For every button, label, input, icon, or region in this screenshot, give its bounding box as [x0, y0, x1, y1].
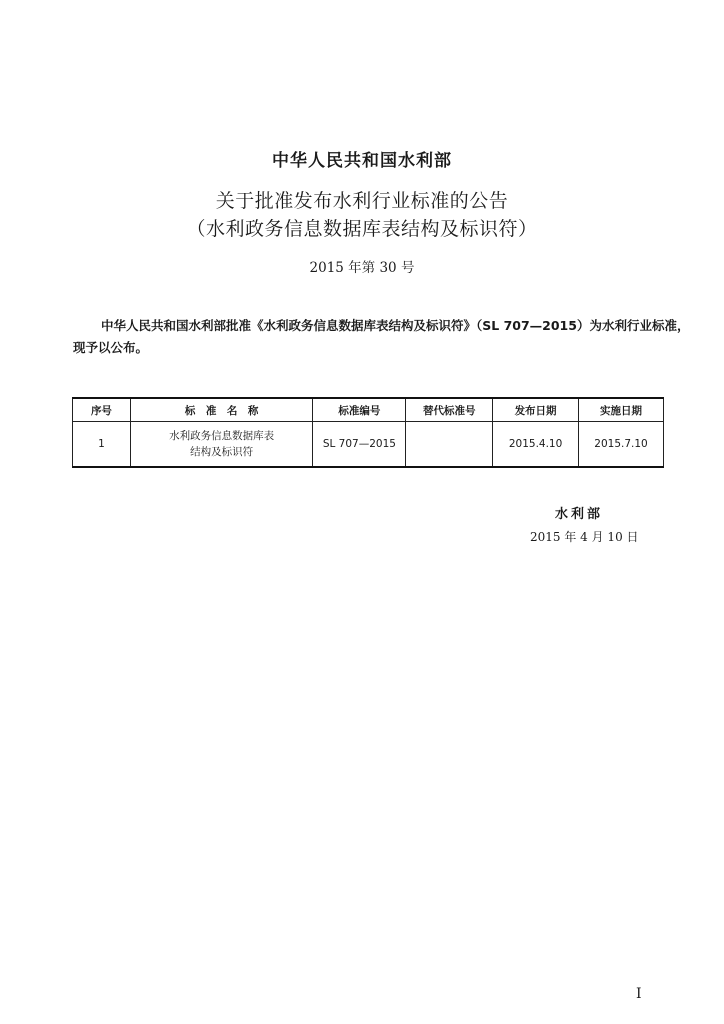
cell-replaces — [406, 422, 493, 468]
cell-publish-date: 2015.4.10 — [493, 422, 579, 468]
cell-std-no: SL 707—2015 — [313, 422, 406, 468]
page-number: I — [636, 986, 642, 1002]
cell-name — [130, 422, 313, 468]
header-publish-date: 发布日期 — [493, 398, 579, 422]
title-line-2: （水利政务信息数据库表结构及标识符） — [186, 218, 538, 240]
announcement-paragraph: 中华人民共和国水利部批准《水利政务信息数据库表结构及标识符》（SL 707—2015）为水利行业标准，现予以公布。 — [73, 318, 690, 355]
standards-table — [72, 397, 664, 468]
title-line-1: 关于批准发布水利行业标准的公告 — [215, 190, 509, 212]
header-replaces: 替代标准号 — [406, 398, 493, 422]
cell-effective-date: 2015.7.10 — [579, 422, 664, 468]
header-seq: 序号 — [73, 398, 131, 422]
table-row — [73, 422, 664, 468]
signature-org: 水利部 — [555, 507, 604, 522]
issuer-heading: 中华人民共和国水利部 — [272, 151, 452, 171]
header-effective-date: 实施日期 — [579, 398, 664, 422]
table-header-row — [73, 398, 664, 422]
document-number: 2015 年第 30 号 — [309, 260, 415, 276]
header-std-no: 标准编号 — [313, 398, 406, 422]
header-name: 标 准 名 称 — [130, 398, 313, 422]
cell-name-line1: 水利政务信息数据库表 — [169, 430, 275, 442]
cell-seq: 1 — [73, 422, 131, 468]
cell-name-line2: 结构及标识符 — [190, 446, 254, 458]
signature-date: 2015 年 4 月 10 日 — [530, 530, 639, 544]
